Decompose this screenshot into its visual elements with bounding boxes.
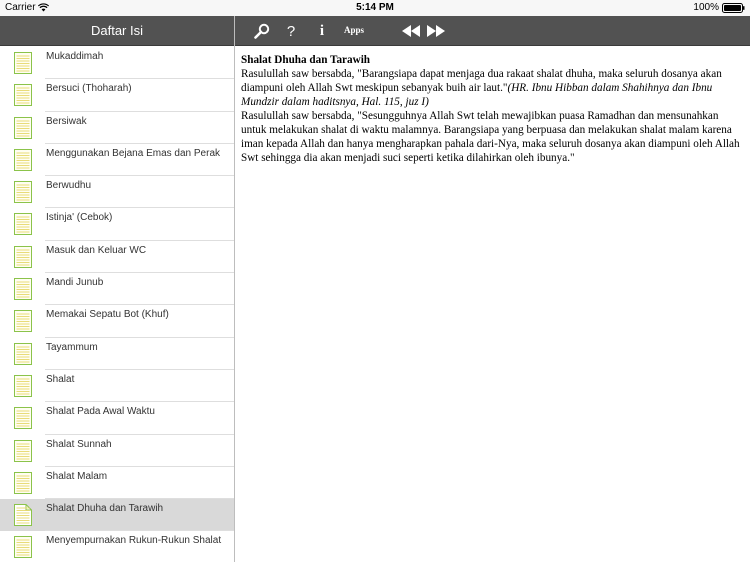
- list-item-label: Mukaddimah: [46, 51, 104, 62]
- list-item-label: Istinja' (Cebok): [46, 212, 113, 224]
- previous-button[interactable]: [400, 16, 422, 46]
- list-item[interactable]: [0, 208, 234, 240]
- list-item[interactable]: [0, 47, 234, 79]
- content-toolbar: [235, 16, 750, 46]
- article-title: Shalat Dhuha dan Tarawih: [241, 54, 371, 66]
- next-button[interactable]: [425, 16, 447, 46]
- help-button[interactable]: ?: [286, 22, 296, 40]
- list-item[interactable]: [0, 499, 234, 531]
- info-button[interactable]: i: [319, 22, 325, 39]
- document-icon: [14, 246, 32, 268]
- document-icon: [14, 440, 32, 462]
- list-item[interactable]: [0, 79, 234, 111]
- sidebar-title: Daftar Isi: [90, 23, 143, 38]
- list-item[interactable]: [0, 144, 234, 176]
- list-item[interactable]: [0, 531, 234, 562]
- list-item-label: Shalat Sunnah: [46, 438, 112, 450]
- list-item-label: Masuk dan Keluar WC: [46, 244, 147, 256]
- apps-button[interactable]: Apps: [343, 25, 364, 35]
- document-icon: [14, 278, 32, 300]
- list-item-label: Memakai Sepatu Bot (Khuf): [46, 309, 169, 321]
- document-icon: [14, 149, 32, 171]
- search-button[interactable]: [251, 16, 273, 46]
- list-item-label: Tayammum: [46, 341, 98, 353]
- list-item-label: Menyempurnakan Rukun-Rukun Shalat: [46, 535, 222, 547]
- article-paragraph-1: [241, 67, 741, 109]
- list-item[interactable]: [0, 435, 234, 467]
- list-item[interactable]: [0, 112, 234, 144]
- document-icon: [14, 117, 32, 139]
- status-bar: [0, 0, 750, 16]
- list-item[interactable]: [0, 370, 234, 402]
- document-icon: [14, 52, 32, 74]
- document-icon: [14, 407, 32, 429]
- list-item[interactable]: [0, 305, 234, 337]
- carrier-label: Carrier: [5, 2, 36, 13]
- list-item[interactable]: [0, 241, 234, 273]
- list-item[interactable]: [0, 176, 234, 208]
- document-icon: [14, 213, 32, 235]
- list-item-label: Shalat Malam: [46, 470, 108, 482]
- rewind-icon: [401, 25, 421, 37]
- document-icon: [14, 181, 32, 203]
- fast-forward-icon: [426, 25, 446, 37]
- list-item-label: Shalat Dhuha dan Tarawih: [46, 503, 164, 515]
- document-icon: [14, 472, 32, 494]
- list-item[interactable]: [0, 273, 234, 305]
- battery-icon: [722, 3, 745, 13]
- document-icon: [14, 536, 32, 558]
- document-icon: [14, 84, 32, 106]
- list-item[interactable]: [0, 338, 234, 370]
- list-item-label: Menggunakan Bejana Emas dan Perak: [46, 147, 221, 159]
- document-icon: [14, 343, 32, 365]
- document-icon: [14, 504, 32, 526]
- document-icon: [14, 375, 32, 397]
- article-paragraph-2: Rasulullah saw bersabda, "Sesungguhnya Allah Swt telah mewajibkan puasa Ramadhan dan mensunahkan untuk melakukan shalat di waktu malamnya. Barangsiapa yang berpuasa dan melakukan shalat malam karena iman kepada Allah dan hanya mengharapkan pahala dari-Nya, maka seluruh dosanya akan diampuni oleh Allah Swt sehingga dia akan menjadi suci seperti ketika dilahirkan oleh ibunya.": [241, 110, 740, 164]
- search-icon: [254, 23, 270, 39]
- list-item-label: Bersuci (Thoharah): [46, 83, 132, 95]
- paragraph-1-citation: (HR. Ibnu Hibban dalam Shahihnya dan Ibnu Mundzir dalam haditsnya, Hal. 115, juz I): [241, 82, 713, 108]
- list-item-label: Mandi Junub: [46, 277, 104, 289]
- list-item-label: Shalat: [46, 373, 75, 385]
- list-item[interactable]: [0, 402, 234, 434]
- paragraph-1-text: Rasulullah saw bersabda, "Barangsiapa dapat menjaga dua rakaat shalat dhuha, maka seluruh dosanya akan diampuni oleh Allah Swt meskipun sebanyak buih air laut.": [241, 68, 722, 94]
- list-item-label: Shalat Pada Awal Waktu: [46, 406, 155, 418]
- list-item-label: Berwudhu: [46, 180, 92, 192]
- list-item-label: Bersiwak: [46, 115, 87, 127]
- clock: 5:14 PM: [356, 2, 394, 13]
- table-of-contents: [0, 47, 234, 562]
- battery-percentage: 100%: [693, 2, 719, 13]
- list-item[interactable]: [0, 467, 234, 499]
- split-divider: [234, 16, 235, 562]
- article-content: [241, 53, 741, 165]
- sidebar-nav-bar: [0, 16, 234, 46]
- document-icon: [14, 310, 32, 332]
